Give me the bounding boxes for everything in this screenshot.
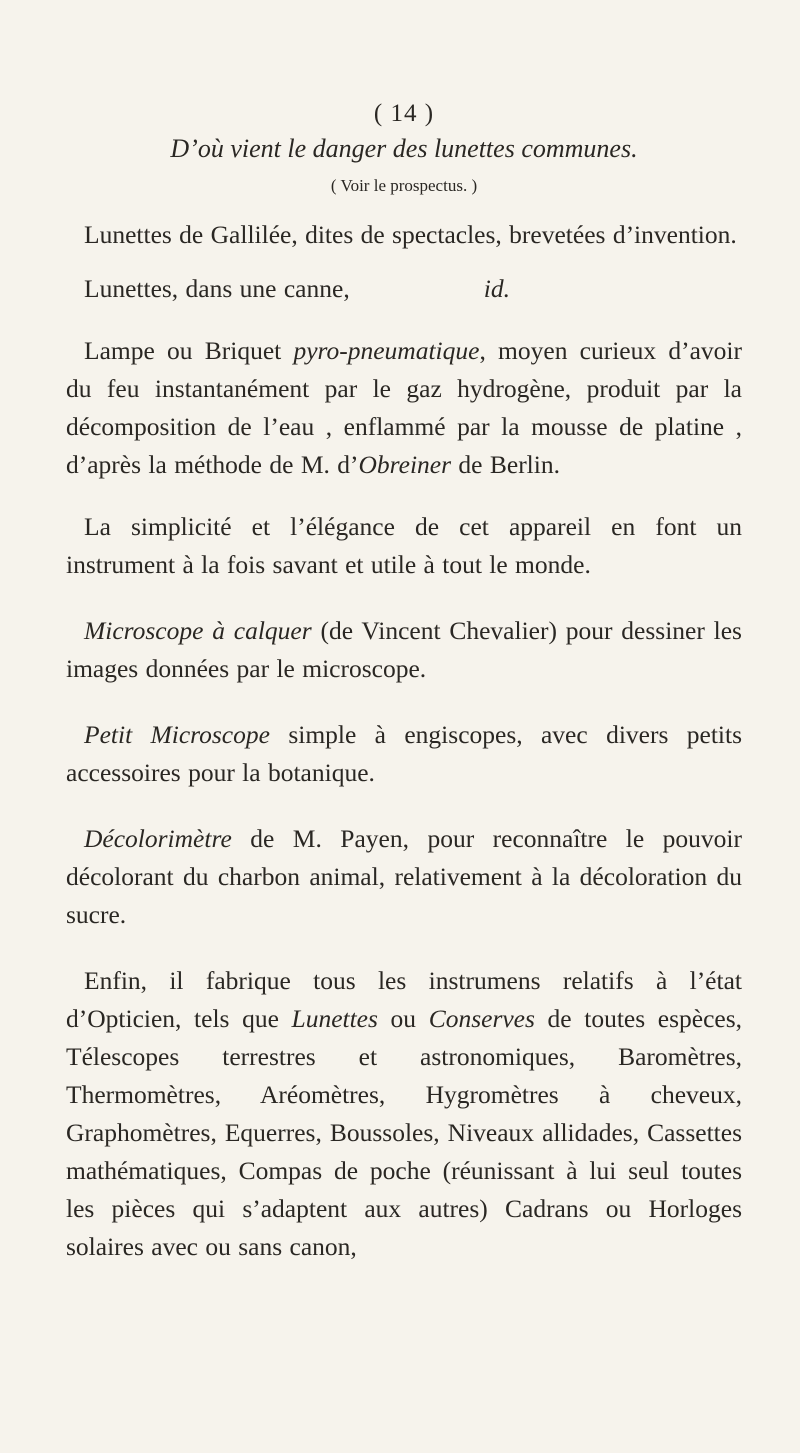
entry-instruments-c: de toutes espèces, Télescopes terrestres et astronomiques, Baromètres, Thermomètres, Aréomètres, Hygromètres à cheveux, Graphomètres, Equerres, Boussoles, Niveaux allidades, Cassettes mathématiques, Compas de poche (réunissant à lui seul toutes les pièces qui s’adaptent aux autres) Cadrans ou Horloges solaires avec ou sans canon, — [66, 1004, 743, 1261]
entry-small-microscope — [66, 716, 742, 792]
entry-simplicity: La simplicité et l’élégance de cet appareil en font un instrument à la fois savant et utile à tout le monde. — [66, 512, 742, 579]
entry-instruments-a: Enfin, il fabrique tous les instrumens relatifs à l’état d’Opticien, tels que — [66, 966, 742, 1033]
entry-instruments-lunettes: Lunettes — [291, 1004, 378, 1033]
entry-pyro-lamp-c: de Berlin. — [451, 450, 560, 479]
entry-pyro-lamp-a: Lampe ou Briquet — [84, 336, 294, 365]
entry-instruments-b: ou — [377, 1004, 429, 1033]
entry-tracing-microscope — [66, 612, 742, 688]
entry-cane-glasses — [66, 270, 742, 308]
page-number: ( 14 ) — [373, 100, 435, 127]
entry-pyro-lamp-term: pyro-pneumatique — [293, 336, 480, 365]
entry-instruments-conserves: Conserves — [428, 1004, 535, 1033]
entry-pyro-lamp-name: Obreiner — [358, 450, 452, 479]
entry-galilee-glasses: Lunettes de Gallilée, dites de spectacles, brevetées d’invention. — [84, 220, 737, 249]
entry-decolorimeter-text: de M. Payen, pour reconnaître le pouvoir décolorant du charbon animal, relativement à la décoloration du sucre. — [66, 824, 742, 929]
entry-tracing-microscope-text: (de Vincent Chevalier) pour dessiner les images données par le microscope. — [66, 616, 742, 683]
entry-small-microscope-text: simple à engiscopes, avec divers petits accessoires pour la botanique. — [66, 720, 742, 787]
entry-cane-glasses-text: Lunettes, dans une canne, — [84, 274, 350, 303]
entry-cane-glasses-id: id. — [483, 274, 510, 303]
entry-small-microscope-title: Petit Microscope — [84, 720, 270, 749]
entry-instruments-list — [66, 962, 742, 1266]
entry-tracing-microscope-title: Microscope à calquer — [84, 616, 312, 645]
section-heading: D’où vient le danger des lunettes communes. — [170, 134, 638, 163]
entry-pyro-lamp — [66, 332, 742, 484]
entry-pyro-lamp-b: , moyen curieux d’avoir du feu instantanément par le gaz hydrogène, produit par la décomposition de l’eau , enflammé par la mousse de platine , d’après la méthode de M. d’ — [66, 336, 742, 479]
entry-decolorimeter-title: Décolorimètre — [84, 824, 232, 853]
prospectus-note: ( Voir le prospectus. ) — [330, 176, 478, 195]
entry-decolorimeter — [66, 820, 742, 934]
